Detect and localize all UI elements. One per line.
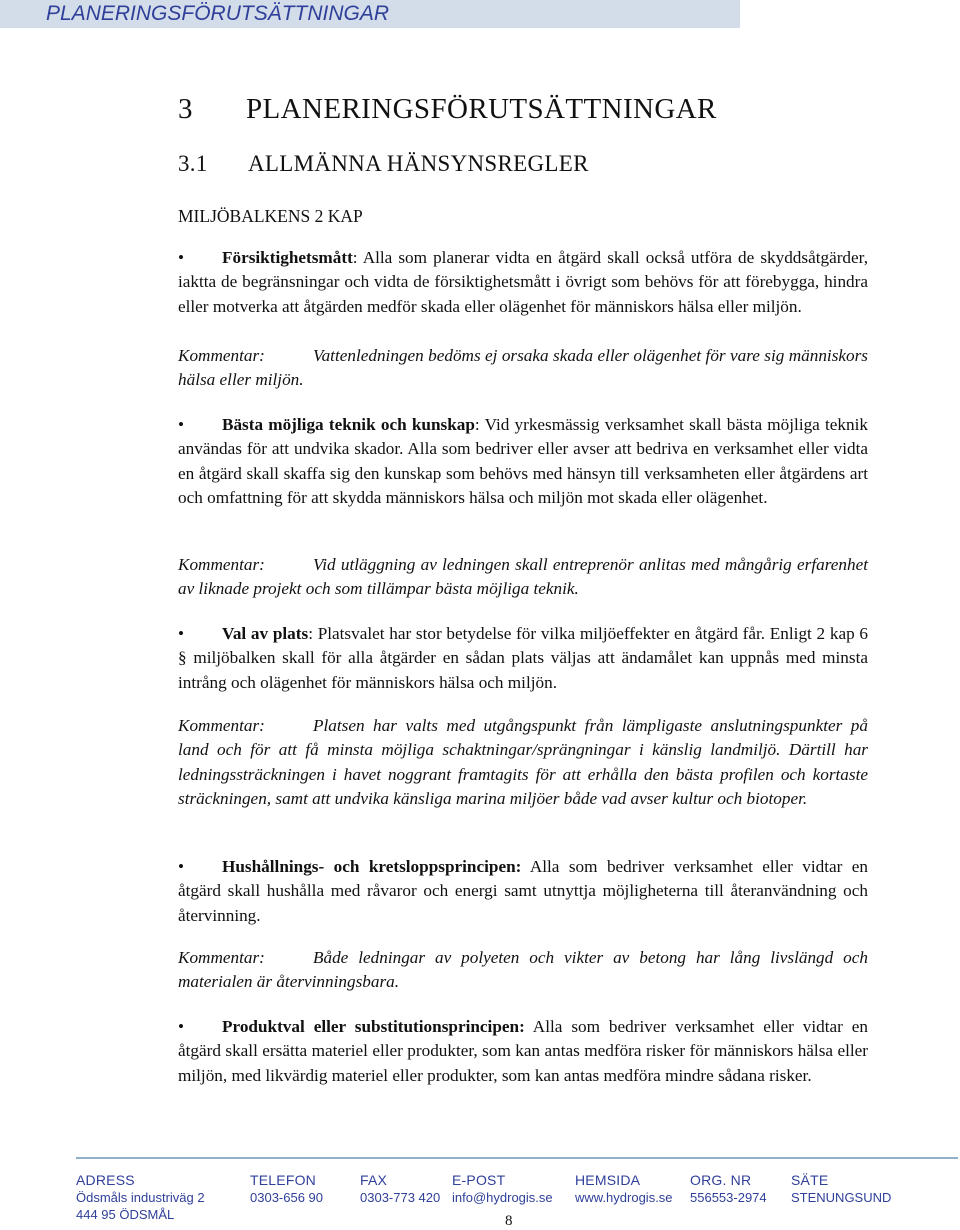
rule-item [178,622,868,695]
comment-text: Vattenledningen bedöms ej orsaka skada eller olägenhet för vare sig människors hälsa eller miljön. [178,346,868,390]
bullet-icon: • [178,248,185,267]
footer-address-line1: Ödsmåls industriväg 2 [76,1190,205,1205]
footer-seat-label: SÄTE [791,1172,829,1188]
bullet-icon: • [178,857,185,876]
rule-text: : Platsvalet har stor betydelse för vilka miljöeffekter en åtgärd får. Enligt 2 kap 6 § miljöbalken skall för alla åtgärder en sådan plats väljas att ändamålet kan uppnås med minsta intrång och olägenhet för människors hälsa och miljön. [178,624,868,692]
footer-phone-label: TELEFON [250,1172,316,1188]
bullet-icon: • [178,415,185,434]
chapter-number: 3 [178,93,193,125]
rule-title: Bästa möjliga teknik och kunskap [222,415,475,434]
running-head: PLANERINGSFÖRUTSÄTTNINGAR [0,0,740,28]
rule-text: Alla som bedriver verksamhet eller vidtar en åtgärd skall ersätta materiel eller produkter, som kan antas medföra risker för människors hälsa eller miljön, med likvärdig materiel eller produkter, som kan antas medföra mindre sådana risker. [178,1017,868,1085]
rule-title: Val av plats [222,624,309,643]
rule-text: : Alla som planerar vidta en åtgärd skall också utföra de skyddsåtgärder, iaktta de begränsningar och vidta de försiktighetsmått i övrigt som behövs för att förebygga, hindra eller motverka att åtgärden medför skada eller olägenhet för människors hälsa eller miljön. [178,248,868,316]
comment-label: Kommentar: [178,555,265,574]
footer-address-line2: 444 95 ÖDSMÅL [76,1207,175,1222]
chapter-title: PLANERINGSFÖRUTSÄTTNINGAR [246,93,717,125]
footer-seat-value: STENUNGSUND [791,1190,892,1205]
footer-seat [791,1172,891,1206]
rule-text: Alla som bedriver verksamhet eller vidtar en åtgärd skall hushålla med råvaror och energi samt utnyttja möjligheterna till återanvändning och återvinning. [178,857,868,925]
comment-text: Platsen har valts med utgångspunkt från lämpligaste anslutningspunkter på land och för att få minsta möjliga schaktningar/sprängningar i känslig landmiljö. Därtill har ledningssträckningen i havet noggrant framtagits för att erhålla den bästa profilen och kortaste sträckningen, samt att undvika känsliga marina miljöer både vad avser kultur och biotoper. [178,716,868,808]
footer-email [452,1172,553,1206]
footer-orgnr [690,1172,767,1206]
footer-fax-label: FAX [360,1172,388,1188]
bullet-icon: • [178,624,185,643]
rule-item [178,246,868,319]
footer-email-link[interactable]: info@hydrogis.se [452,1190,553,1205]
subsection-heading: MILJÖBALKENS 2 KAP [178,206,363,226]
footer-rule [76,1157,958,1159]
footer [76,1172,960,1224]
footer-orgnr-label: ORG. NR [690,1172,752,1188]
section-heading [178,146,589,182]
footer-website [575,1172,673,1206]
bullet-icon: • [178,1017,185,1036]
chapter-heading [178,89,717,129]
rule-item [178,1015,868,1088]
comment-label: Kommentar: [178,346,265,365]
footer-website-link[interactable]: www.hydrogis.se [575,1190,673,1205]
rule-text: : Vid yrkesmässig verksamhet skall bästa möjliga teknik användas för att undvika skador. Alla som bedriver eller avser att bedriva en verksamhet eller vidta en åtgärd skall skaffa sig den kunskap som behövs med hänsyn till verksamheten eller åtgärdens art och omfattning för att skydda människors hälsa och miljön mot skada eller olägenhet. [178,415,868,507]
rule-title: Hushållnings- och kretsloppsprincipen: [222,857,522,876]
comment-text: Vid utläggning av ledningen skall entreprenör anlitas med mångårig erfarenhet av liknade projekt och som tillämpar bästa möjliga teknik. [178,555,868,599]
footer-address-label: ADRESS [76,1172,135,1188]
section-number: 3.1 [178,151,208,176]
footer-phone [250,1172,323,1206]
comment-paragraph [178,553,868,602]
comment-text: Både ledningar av polyeten och vikter av betong har lång livslängd och materialen är återvinningsbara. [178,948,868,992]
footer-fax-value: 0303-773 420 [360,1190,441,1205]
rule-item [178,855,868,928]
comment-paragraph [178,946,868,995]
footer-website-label: HEMSIDA [575,1172,641,1188]
footer-email-label: E-POST [452,1172,506,1188]
comment-label: Kommentar: [178,948,265,967]
rule-item [178,413,868,510]
footer-orgnr-value: 556553-2974 [690,1190,767,1205]
footer-address [76,1172,205,1223]
comment-paragraph [178,344,868,393]
rule-title: Produktval eller substitutionsprincipen: [222,1017,525,1036]
footer-fax [360,1172,440,1206]
rule-title: Försiktighetsmått [222,248,353,267]
comment-label: Kommentar: [178,716,265,735]
section-title: ALLMÄNNA HÄNSYNSREGLER [248,151,589,176]
comment-paragraph [178,714,868,811]
footer-phone-value: 0303-656 90 [250,1190,324,1205]
page-number: 8 [505,1213,513,1229]
